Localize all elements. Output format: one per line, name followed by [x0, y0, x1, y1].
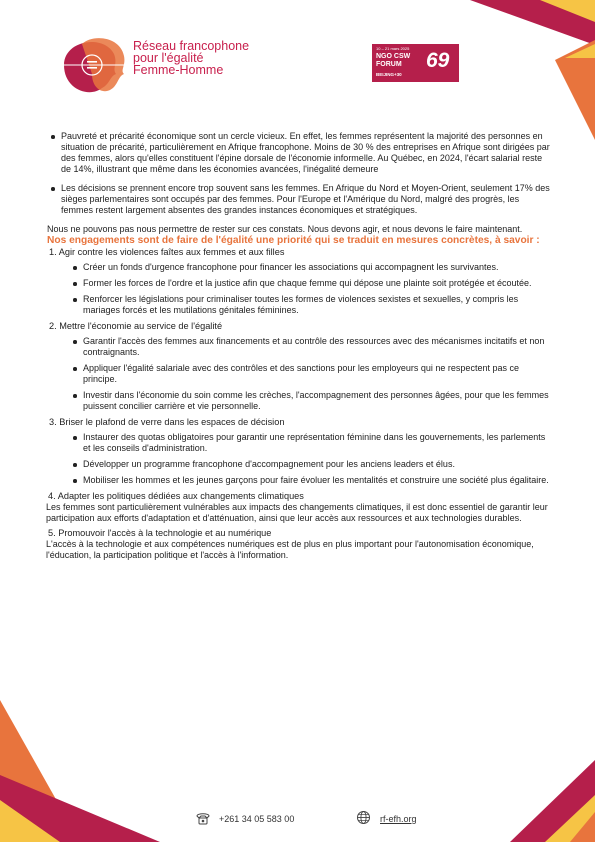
event-subtitle: BEIJING+30: [376, 72, 402, 77]
section-item: Renforcer les législations pour criminaliser toutes les formes de violences sexistes et sexuelles, y compris les mariages forcés et les mutilations génitales féminines.: [83, 294, 552, 316]
section-item-list: [47, 336, 552, 412]
section-item: Former les forces de l'ordre et la justice afin que chaque femme qui dépose une plainte soit protégée et écoutée.: [83, 278, 552, 289]
intro-bullet: Pauvreté et précarité économique sont un cercle vicieux. En effet, les femmes représentent la majorité des personnes en situation de précarité, particulièrement en Afrique francophone. Moins de 30 % des entreprises en Afrique sont dirigées par des femmes, alors qu'elles constituent l'épine dorsale de l'économie informelle. Au Québec, en 2024, l'écart salarial reste de 14%, illustrant que même dans les économies avancées, l'inégalité demeure: [61, 131, 552, 175]
commitment-section: [47, 247, 552, 316]
call-to-action-paragraph: Nous ne pouvons pas nous permettre de rester sur ces constats. Nous devons agir, et nous devons le faire maintenant.: [47, 224, 523, 234]
commitment-section-climate: [46, 491, 552, 524]
section-title: 2. Mettre l'économie au service de l'égalité: [49, 321, 223, 331]
org-name-line-3: Femme-Homme: [133, 63, 224, 77]
section-item-list: [47, 432, 552, 486]
section-item: Instaurer des quotas obligatoires pour garantir une représentation féminine dans les gouvernements, les parlements et les conseils d'administration.: [83, 432, 552, 454]
organization-name: [133, 40, 249, 76]
commitment-section: [47, 417, 552, 486]
section-item: Investir dans l'économie du soin comme les crèches, l'accompagnement des personnes âgées, pour que les femmes puissent concilier carrière et vie personnelle.: [83, 390, 552, 412]
intro-bullet: Les décisions se prennent encore trop souvent sans les femmes. En Afrique du Nord et Moyen-Orient, seulement 17% des sièges parlementaires sont occupés par des femmes. Pour l'Europe et l'Amérique du Nord, malgré des progrès, les femmes restent largement absentes des grandes instances économiques et stratégiques.: [61, 183, 552, 216]
commitment-section-technology: [46, 528, 552, 561]
phone-icon: [195, 811, 211, 825]
section-title: 4. Adapter les politiques dédiées aux changements climatiques: [48, 491, 304, 501]
main-content: [47, 131, 552, 565]
section-text: L'accès à la technologie et aux compétences numériques est de plus en plus important pour l'autonomisation économique, l'éducation, la participation politique et l'accès à l'information.: [46, 539, 534, 560]
footer-website-link[interactable]: rf-efh.org: [380, 814, 417, 824]
section-title: 1. Agir contre les violences faîtes aux femmes et aux filles: [49, 247, 285, 257]
organization-logo: [52, 28, 132, 102]
globe-icon: [356, 810, 371, 825]
event-date: 10 – 21 mars 2025: [376, 46, 410, 51]
section-title: 3. Briser le plafond de verre dans les espaces de décision: [49, 417, 285, 427]
section-item: Appliquer l'égalité salariale avec des contrôles et des sanctions pour les employeurs qui ne respectent pas ce principe.: [83, 363, 552, 385]
section-item-list: [47, 262, 552, 316]
intro-bullet-list: [47, 131, 552, 216]
org-name-line-2: pour l'égalité: [133, 51, 204, 65]
section-item: Garantir l'accès des femmes aux financements et au contrôle des ressources avec des mécanismes incitatifs et non contraignants.: [83, 336, 552, 358]
section-item: Mobiliser les hommes et les jeunes garçons pour faire évoluer les mentalités et construire une société plus égalitaire.: [83, 475, 552, 486]
section-text: Les femmes sont particulièrement vulnérables aux impacts des changements climatiques, il est donc essentiel de garantir leur participation aux efforts d'adaptation et d'atténuation, ainsi que leur accès aux ressources et aux technologies durables.: [46, 502, 548, 523]
section-item: Développer un programme francophone d'accompagnement pour les anciens leaders et élus.: [83, 459, 552, 470]
commitments-heading: Nos engagements sont de faire de l'égalité une priorité qui se traduit en mesures concrètes, à savoir :: [47, 235, 540, 246]
csw-forum-badge: [372, 44, 459, 82]
footer-phone-number: +261 34 05 583 00: [219, 814, 295, 824]
section-title: 5. Promouvoir l'accès à la technologie et au numérique: [48, 528, 272, 538]
commitment-section: [47, 321, 552, 412]
section-item: Créer un fonds d'urgence francophone pour financer les associations qui accompagnent les survivantes.: [83, 262, 552, 273]
org-name-line-1: Réseau francophone: [133, 39, 250, 53]
event-title-line-2: FORUM: [376, 61, 402, 68]
event-number: 69: [426, 49, 450, 72]
event-title-line-1: NGO CSW: [376, 53, 411, 60]
